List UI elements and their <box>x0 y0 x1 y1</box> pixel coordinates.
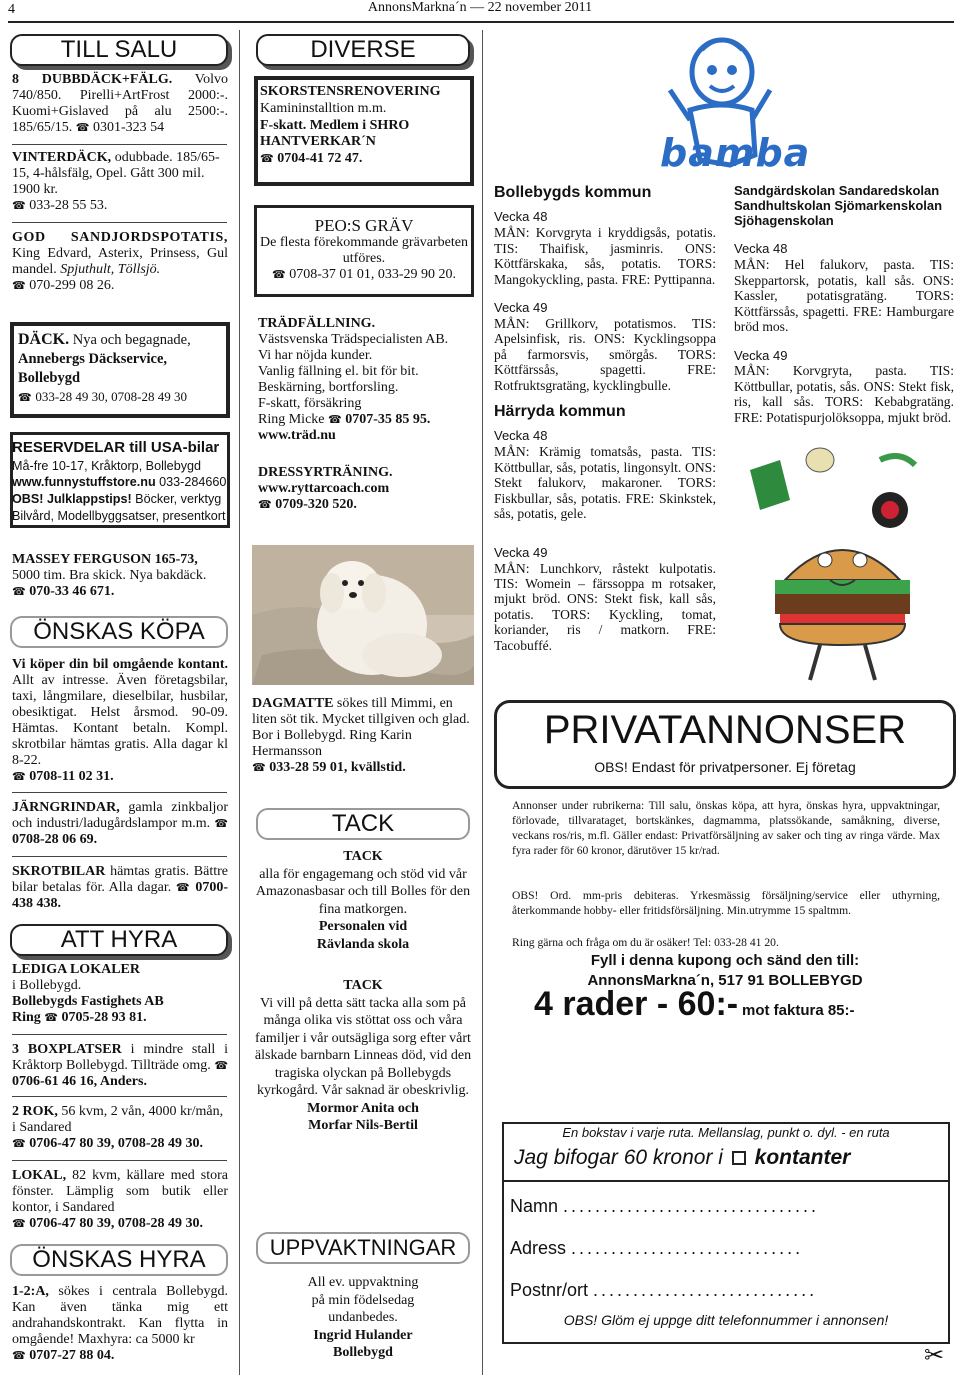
divider <box>12 792 227 793</box>
kontanter-checkbox[interactable] <box>732 1151 746 1165</box>
phone-icon: ☎ <box>12 198 26 212</box>
phone-icon: ☎ <box>18 390 32 404</box>
ad-line: Västsvenska Trädspecialisten AB. <box>258 331 449 347</box>
kommun-title: Härryda kommun <box>494 403 626 421</box>
ad-sign: Morfar Nils-Bertil <box>308 1118 418 1133</box>
ad-line: Bollebygd <box>18 370 81 387</box>
ad-line: Bollebygds Fastighets AB <box>12 993 164 1009</box>
privat-ring: Ring gärna och fråga om du är osäker! Tel: 033-28 41 20. <box>512 936 779 949</box>
field-dots: ............................ <box>593 1280 818 1300</box>
col-rule-1 <box>239 30 240 1375</box>
ad-sign: Rävlanda skola <box>316 936 410 952</box>
ad-text: Allt av intresse. Även företagsbilar, taxi, långmilare, dieselbilar, husbilar, obesiktigat. Helst årsmod. 90-09. Hämtas. Kontant betaln. Kompl. skrotbilar hämtas gratis. Alla dagar kl 8-22. <box>12 672 228 768</box>
ad-text: Vi vill på detta sätt tacka alla som på många olika vis stöttat oss och våra familjer i vår outsägliga sorg efter vårt älskade barnbarn Linneas död, vid den tragiska olyckan på Bollebygds kyrkogård. Vår saknad är obeskrivlig. <box>254 995 472 1098</box>
ad-sign: Personalen vid <box>318 919 408 934</box>
menu-text: MÅN: Krämig tomatsås, pasta. TIS: Köttbullar, sås, potatis, lingonsylt. ONS: Stekt falukorv, makaroner. TORS: Fiskbullar, sås, potatis. FRE: Skinkstek, sås, potatis, gele. <box>494 444 716 522</box>
ad-line: på min födelsedag <box>311 1292 415 1308</box>
ad-text: hämtas gratis. Bättre bilar betalas för. Alla dagar. <box>12 864 229 895</box>
field-dots: ............................. <box>571 1238 804 1258</box>
ad-title: SKROTBILAR <box>12 864 106 879</box>
ad-phone: 0707-27 88 04. <box>29 1347 115 1363</box>
ad-phone: 0700-438 438. <box>12 879 229 911</box>
price-line <box>534 985 954 1024</box>
ad-phone: 0301-323 54 <box>92 119 165 135</box>
ad-text: i mindre stall i Kråktorp Bollebygd. Tillträde omg. <box>12 1042 229 1073</box>
ad-phone: 033-28 49 30, 0708-28 49 30 <box>35 388 187 404</box>
ad-place: Spjuthult, Töllsjö. <box>60 261 161 277</box>
schools-line: Sandhultskolan Sjömarkenskolan <box>734 197 943 213</box>
divider <box>12 1160 227 1161</box>
section-header-att-hyra: ATT HYRA <box>10 924 228 956</box>
ad-title: PEO:S GRÄV <box>314 216 414 235</box>
ad-boxplatser <box>12 1042 228 1090</box>
phone-icon: ☎ <box>271 268 286 282</box>
ad-tack-1 <box>254 848 472 953</box>
section-header-onskas-kopa: ÖNSKAS KÖPA <box>10 616 228 648</box>
ad-text: 82 kvm, källare med stora fönster. Lämplig som butik eller kontor, i Sandared <box>12 1168 228 1215</box>
menu-text: MÅN: Grillkorv, potatismos. TIS: Apelsinfisk, ris. ONS: Kycklingsoppa på farmorsvis, smörgås. TORS: Köttfärssås, spagetti. FRE: Rotfruktsgratäng, kycklingbulle. <box>494 315 716 393</box>
ad-line: Vi har nöjda kunder. <box>258 347 373 363</box>
ad-lokaler <box>12 962 228 1026</box>
ad-phone: 0706-47 80 39, 0708-28 49 30. <box>29 1215 204 1231</box>
ad-title: TACK <box>343 849 383 864</box>
ad-line: i Bollebygd. <box>12 977 82 993</box>
ad-title: Vi köper din bil omgående kontant. <box>12 657 228 672</box>
ad-skorsten <box>260 84 470 168</box>
ad-dack <box>18 330 224 406</box>
week-label: Vecka 49 <box>494 544 548 560</box>
week-label: Vecka 48 <box>734 241 788 257</box>
kupong-divider <box>502 1180 950 1182</box>
ad-text: King Edvard, Asterix, Prinsess, Gul mandel. <box>12 245 228 277</box>
privat-intro: Annonser under rubrikerna: Till salu, önskas köpa, att hyra, önskas hyra, uppvaktningar, förlovade, tillvarataget, bortskänkes, dagmamma, platssökande, samåkning, diverse, veckans ros/ris, m.fl. Gäller endast: Privatförsäljning av saker och ting av ringa värde. Max fyra rader för 60 kronor, därutöver 15 kr/rad. <box>512 799 940 858</box>
menu-text: MÅN: Korvgryta i kryddigsås, potatis. TIS: Thaifisk, jasminris. ONS: Köttfärskaka, sås, potatis. TORS: Mangokyckling, pasta. FRE: Pyttipanna. <box>494 225 716 287</box>
ad-text: odubbade. 185/65-15, 4-hålsfälg, Opel. Gått 300 mil. 1900 kr. <box>12 150 220 197</box>
field-postnr[interactable] <box>510 1280 946 1301</box>
ad-sign: Bollebygd <box>333 1345 393 1360</box>
field-label: Namn <box>510 1196 559 1216</box>
phone-icon: ☎ <box>44 1010 58 1024</box>
ad-title: TRÄDFÄLLNING. <box>258 316 376 331</box>
ad-phone: 070-33 46 671. <box>29 583 115 599</box>
ad-line: Bilvård, Modellbyggsatser, presentkort <box>12 508 226 523</box>
ad-title: JÄRNGRINDAR, <box>12 800 120 815</box>
ad-phone: 0709-320 520. <box>275 496 357 512</box>
divider <box>12 856 227 857</box>
phone-icon: ☎ <box>175 880 191 894</box>
ad-title: 1-2:A, <box>12 1284 49 1299</box>
divider <box>12 1096 227 1097</box>
ad-line: Beskärning, bortforsling. <box>258 379 399 395</box>
section-header-tack: TACK <box>256 808 470 840</box>
ad-line: HANTVERKAR´N <box>260 134 376 150</box>
ad-title: SKORSTENSRENOVERING <box>260 84 441 99</box>
ad-line: Annebergs Däckservice, <box>18 351 168 368</box>
menu-text: MÅN: Hel falukorv, pasta. TIS: Skeppartorsk, potatis, kall sås. ONS: Kassler, potatisgratäng. TORS: Köttfärssås, spagetti. FRE: Hamburgare bröd mos. <box>734 257 954 335</box>
ad-2rok <box>12 1104 228 1152</box>
phone-icon: ☎ <box>12 1136 26 1150</box>
ad-web[interactable]: www.funnystuffstore.nu <box>12 475 156 490</box>
ad-title: VINTERDÄCK, <box>12 150 112 165</box>
kupong-line-1: Fyll i denna kupong och sänd den till: <box>590 952 860 969</box>
week-label: Vecka 49 <box>734 347 788 363</box>
ad-skrotbilar <box>12 864 228 912</box>
ad-text: Nya och begagnade, <box>72 332 191 348</box>
ad-line: F-skatt, försäkring <box>258 395 362 411</box>
ad-1-2a <box>12 1284 228 1364</box>
section-header-diverse: DIVERSE <box>256 34 470 66</box>
kontanter-label: kontanter <box>754 1146 851 1169</box>
menu-text: MÅN: Korvgryta, pasta. TIS: Köttbullar, potatis, sås. ONS: Stekt fisk, ris, kall sås. TORS: Kebabgratäng. FRE: Potatispurjolöksoppa, mjukt bröd. <box>734 363 954 425</box>
glom-ej-note: OBS! Glöm ej uppge ditt telefonnummer i annonsen! <box>563 1312 889 1328</box>
ad-dagmatte <box>252 696 474 776</box>
ad-obs: OBS! Julklappstips! <box>12 492 132 507</box>
section-header-onskas-hyra: ÖNSKAS HYRA <box>10 1244 228 1276</box>
field-adress[interactable] <box>510 1238 946 1259</box>
ad-text: 56 kvm, 2 vån, 4000 kr/mån, i Sandared <box>12 1104 224 1135</box>
ad-title: 8 DUBBDÄCK+FÄLG. <box>12 72 173 87</box>
ad-tack-2 <box>254 977 472 1135</box>
ad-vinterdack <box>12 150 228 214</box>
phone-icon: ☎ <box>260 152 274 166</box>
divider <box>12 1034 227 1035</box>
field-label: Postnr/ort <box>510 1280 589 1300</box>
ad-title: LEDIGA LOKALER <box>12 962 140 977</box>
ad-line: undanbedes. <box>328 1310 398 1325</box>
phone-icon: ☎ <box>12 584 26 598</box>
ad-title: 3 BOXPLATSER <box>12 1042 122 1057</box>
week-label: Vecka 48 <box>494 209 548 225</box>
ad-text: sökes till Mimmi, en liten söt tik. Mycket tillgiven och glad. Bor i Bollebygd. Ring Karin Hermansson <box>252 696 470 759</box>
menu-text: MÅN: Lunchkorv, råstekt kulpotatis. TIS: Womein – färssoppa m rotsaker, mjukt bröd. ONS: Stekt fisk, kall sås, potatis. TORS: Kyckling, tomat, koriander, ris / matkorn. FRE: Tacobuffé. <box>494 560 716 653</box>
ad-text: gamla zinkbaljor och industri/ladugårdslampor m.m. <box>12 800 229 831</box>
phone-icon: ☎ <box>12 278 26 292</box>
ad-tradfallning <box>258 316 476 444</box>
ad-title: GOD SANDJORDSPOTATIS, <box>12 230 228 245</box>
ad-text: alla för engagemang och stöd vid vår Amazonasbasar och till Bolles för den fina matkorgen. <box>255 866 471 917</box>
col-rule-2 <box>482 30 483 1375</box>
ad-title: DRESSYRTRÄNING. <box>258 465 393 480</box>
ad-title: LOKAL, <box>12 1168 67 1183</box>
ad-sign: Mormor Anita och <box>307 1100 419 1116</box>
ad-phone: 0705-28 93 81. <box>61 1009 147 1025</box>
ad-line: Vanlig fällning el. bit för bit. <box>258 363 419 379</box>
ad-phone: 0706-61 46 16, Anders. <box>12 1073 147 1089</box>
section-header-uppvaktningar: UPPVAKTNINGAR <box>256 1232 470 1264</box>
field-label: Adress <box>510 1238 567 1258</box>
ad-phone: 0706-47 80 39, 0708-28 49 30. <box>29 1135 204 1151</box>
ad-title: TACK <box>343 978 383 993</box>
ad-sign: Ingrid Hulander <box>313 1327 413 1343</box>
phone-icon: ☎ <box>214 1058 229 1072</box>
bamba-logo: bamba <box>660 131 811 175</box>
ad-title: MASSEY FERGUSON 165-73, <box>12 552 198 567</box>
masthead-rule <box>8 21 954 23</box>
ad-text: 5000 tim. Bra skick. Nya bakdäck. <box>12 567 207 583</box>
ad-ring: Ring Micke <box>258 411 325 427</box>
ad-potatis <box>12 230 228 294</box>
ad-line: Kamininstalltion m.m. <box>260 100 387 116</box>
menu-skolor <box>734 184 954 425</box>
section-header-till-salu: TILL SALU <box>10 34 228 66</box>
ad-title: DÄCK. <box>18 331 70 348</box>
menu-bollebygd <box>494 184 716 653</box>
price-big: 4 rader - 60:- <box>534 985 739 1023</box>
ad-phone: 0708-37 01 01, 033-29 90 20. <box>289 267 457 283</box>
ad-ring: Ring <box>12 1009 41 1025</box>
phone-icon: ☎ <box>252 760 266 774</box>
ad-phone: 033-28 55 53. <box>29 197 108 213</box>
paper-title: AnnonsMarkna´n — 22 november 2011 <box>367 0 593 15</box>
ad-web[interactable]: www.ryttarcoach.com <box>258 480 390 496</box>
ad-title: 2 ROK, <box>12 1104 58 1119</box>
ad-line: De flesta förekommande grävarbeten utföres. <box>260 235 468 267</box>
ad-lokal <box>12 1168 228 1232</box>
page-number: 4 <box>8 2 15 17</box>
schools-line: Sandgärdskolan Sandaredskolan <box>734 183 940 198</box>
privat-subtitle: OBS! Endast för privatpersoner. Ej företag <box>594 759 856 775</box>
ad-web[interactable]: www.träd.nu <box>258 427 336 443</box>
ad-title: DAGMATTE <box>252 696 334 711</box>
ad-phone: 0704-41 72 47. <box>277 151 363 167</box>
privat-obs: OBS! Ord. mm-pris debiteras. Yrkesmässig försäljning/service eller uthyrning, återkommande hobby- eller fritidsförsäljning. Min.utrymme 15 spaltmm. <box>512 889 940 918</box>
phone-icon: ☎ <box>328 412 342 426</box>
kupong-line-2: AnnonsMarkna´n, 517 91 BOLLEBYGD <box>587 972 863 989</box>
bifogar-text: Jag bifogar 60 kronor i <box>514 1146 723 1169</box>
ad-phone: 033-284660 <box>159 475 227 490</box>
ad-line: All ev. uppvaktning <box>307 1275 419 1290</box>
phone-icon: ☎ <box>12 769 26 783</box>
kupong-instructions: En bokstav i varje ruta. Mellanslag, punkt o. dyl. - en ruta <box>562 1125 890 1140</box>
ad-phone: 070-299 08 26. <box>29 277 115 293</box>
ad-dressyr <box>258 465 476 513</box>
ad-text: Volvo 740/850. Pirelli+ArtFrost 2000:-. Kuomi+Gislaved på alu 2500:-. 185/65/15. <box>12 72 228 135</box>
burger-illustration <box>730 440 954 690</box>
ad-line: Må-fre 10-17, Kråktorp, Bollebygd <box>12 458 201 473</box>
kommun-title: Bollebygds kommun <box>494 184 652 201</box>
field-dots: ................................ <box>563 1196 820 1216</box>
ad-phone: 0707-35 85 95. <box>345 411 431 427</box>
ad-title: RESERVDELAR till USA-bilar <box>12 439 220 456</box>
ad-jarngrindar <box>12 800 228 848</box>
field-namn[interactable] <box>510 1196 946 1217</box>
ad-line: Böcker, verktyg <box>135 492 222 507</box>
phone-icon: ☎ <box>75 120 90 134</box>
week-label: Vecka 49 <box>494 299 548 315</box>
ad-kopes-bil <box>12 657 228 785</box>
ad-phone: 033-28 59 01, kvällstid. <box>269 759 406 775</box>
ad-dubbdack <box>12 72 228 136</box>
ad-text: sökes i centrala Bollebygd. Kan även tänka mig ett andrahandskontrakt. Kan flytta in omgående! Maxhyra: ca 5000 kr <box>12 1284 228 1347</box>
ad-phone: 0708-11 02 31. <box>29 768 114 784</box>
phone-icon: ☎ <box>12 1216 26 1230</box>
bifogar-line <box>514 1146 944 1170</box>
phone-icon: ☎ <box>258 497 272 511</box>
privat-title: PRIVATANNONSER <box>543 708 907 752</box>
ad-line: F-skatt. Medlem i SHRO <box>260 117 410 133</box>
ad-peos <box>258 216 470 283</box>
ad-massey <box>12 552 228 600</box>
dog-photo <box>252 545 474 685</box>
phone-icon: ☎ <box>12 1348 26 1362</box>
ad-uppvaktning <box>254 1274 472 1362</box>
divider <box>12 222 227 223</box>
week-label: Vecka 48 <box>494 428 548 444</box>
divider <box>12 144 227 145</box>
phone-icon: ☎ <box>214 816 229 830</box>
schools-line: Sjöhagenskolan <box>734 212 834 228</box>
ad-phone: 0708-28 06 69. <box>12 831 98 847</box>
scissors-icon: ✂ <box>924 1341 945 1369</box>
price-small: mot faktura 85:- <box>741 1002 855 1019</box>
ad-reservdelar <box>12 438 228 524</box>
